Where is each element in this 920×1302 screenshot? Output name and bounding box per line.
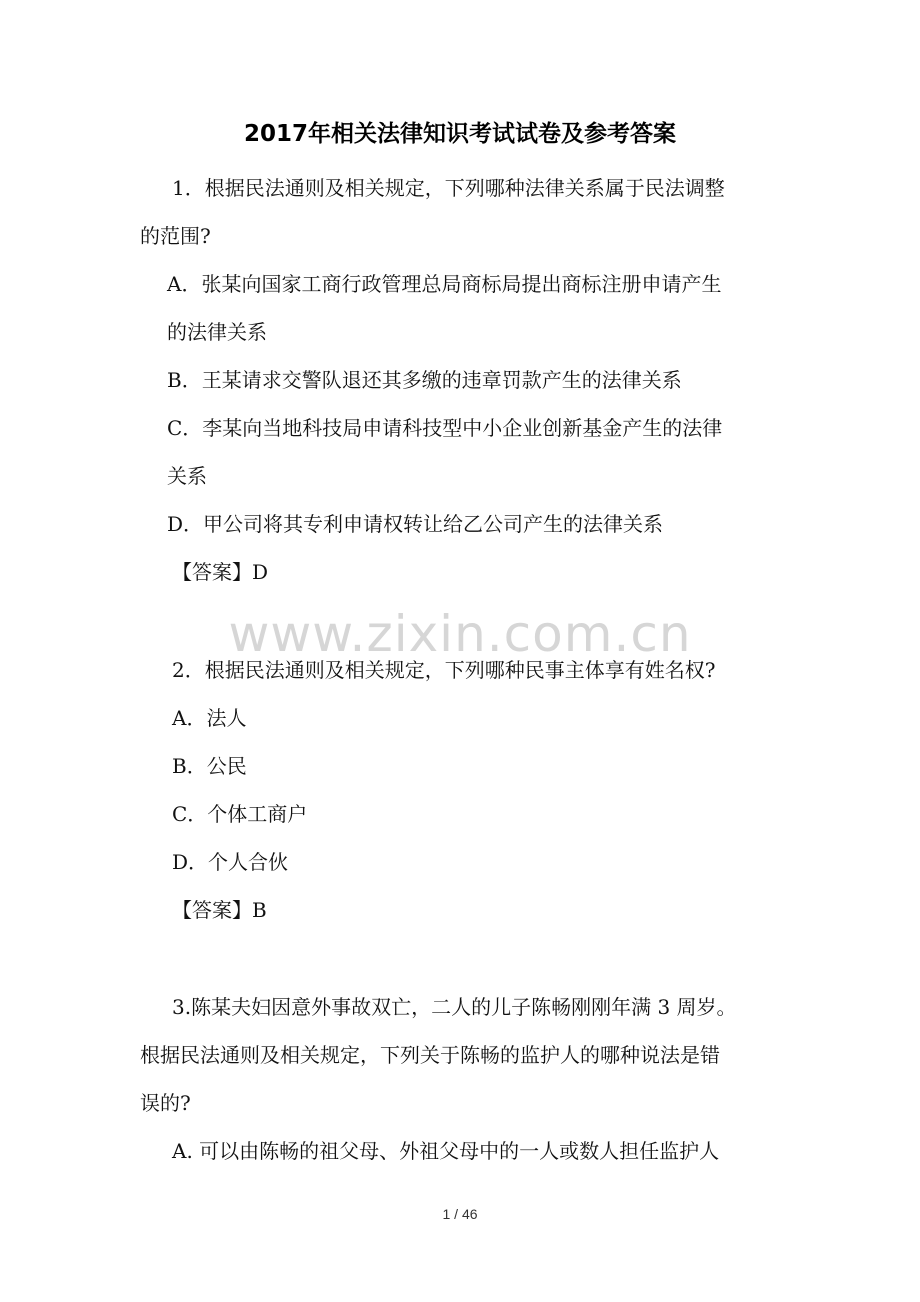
question-1-stem-line-2: 的范围?	[140, 224, 211, 248]
question-1-option-a-line-1: A．张某向国家工商行政管理总局商标局提出商标注册申请产生	[167, 272, 722, 296]
question-2-option-d: D．个人合伙	[172, 850, 289, 874]
question-3-option-a: A. 可以由陈畅的祖父母、外祖父母中的一人或数人担任监护人	[172, 1139, 720, 1163]
question-1-answer: 【答案】D	[172, 560, 269, 584]
question-1-option-d: D．甲公司将其专利申请权转让给乙公司产生的法律关系	[167, 512, 664, 536]
question-1-option-c-line-1: C．李某向当地科技局申请科技型中小企业创新基金产生的法律	[167, 416, 723, 440]
question-3-stem-line-3: 误的?	[140, 1091, 191, 1115]
document-title: 2017年相关法律知识考试试卷及参考答案	[243, 121, 676, 147]
question-2-option-c: C．个体工商户	[172, 802, 308, 826]
question-1-option-c-line-2: 关系	[167, 464, 207, 488]
question-1-option-b: B．王某请求交警队退还其多缴的违章罚款产生的法律关系	[167, 368, 682, 392]
question-2-option-a: A．法人	[172, 706, 247, 730]
question-2-answer: 【答案】B	[172, 898, 267, 922]
question-3-stem-line-2: 根据民法通则及相关规定，下列关于陈畅的监护人的哪种说法是错	[140, 1043, 720, 1067]
watermark: www.zixin.com.cn	[228, 605, 692, 663]
question-1-option-a-line-2: 的法律关系	[167, 320, 267, 344]
question-3-stem-line-1: 3.陈某夫妇因意外事故双亡，二人的儿子陈畅刚刚年满 3 周岁。	[172, 995, 737, 1019]
question-2-option-b: B．公民	[172, 754, 247, 778]
question-1-stem-line-1: 1．根据民法通则及相关规定，下列哪种法律关系属于民法调整	[172, 176, 725, 200]
page-indicator: 1 / 46	[442, 1206, 478, 1222]
question-2-stem: 2．根据民法通则及相关规定，下列哪种民事主体享有姓名权?	[172, 658, 716, 682]
